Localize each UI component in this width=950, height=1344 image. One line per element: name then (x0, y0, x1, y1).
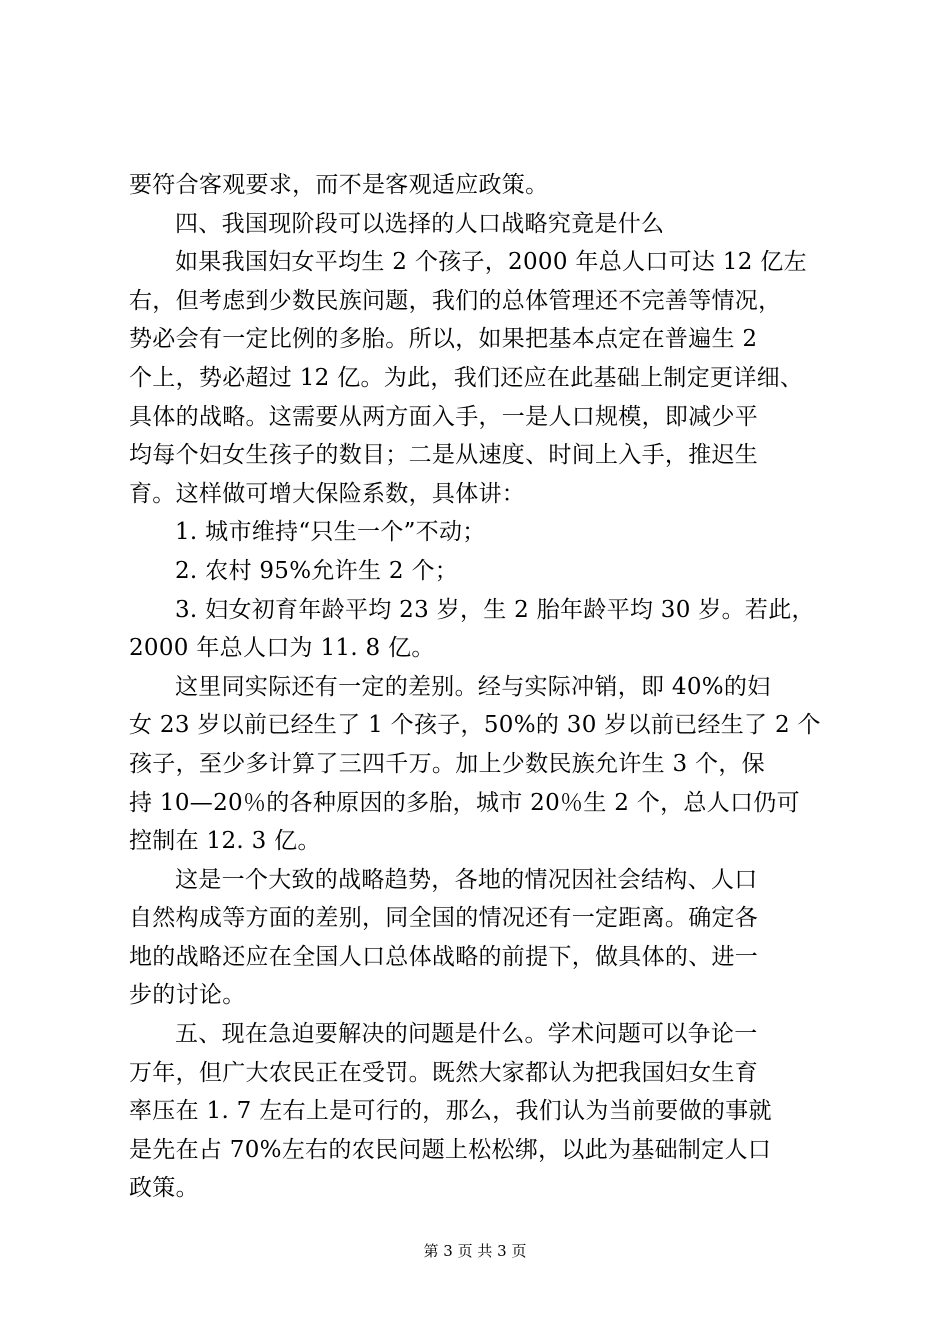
text-line: 万年，但广大农民正在受罚。既然大家都认为把我国妇女生育 (129, 1059, 759, 1086)
text-line: 这里同实际还有一定的差别。经与实际冲销，即 40%的妇 (175, 673, 771, 700)
text-line: 育。这样做可增大保险系数，具体讲： (129, 480, 526, 507)
text-line: 个上，势必超过 12 亿。为此，我们还应在此基础上制定更详细、 (129, 364, 804, 391)
section-heading-4: 四、我国现阶段可以选择的人口战略究竟是什么 (175, 210, 665, 237)
list-item-3: 3. 妇女初育年龄平均 23 岁，生 2 胎年龄平均 30 岁。若此， (175, 596, 815, 623)
list-item-1: 1. 城市维持“只生一个”不动； (175, 519, 486, 546)
page-footer: 第 3 页 共 3 页 (423, 1242, 527, 1260)
text-line: 右，但考虑到少数民族问题，我们的总体管理还不完善等情况， (129, 287, 782, 314)
text-line: 如果我国妇女平均生 2 个孩子，2000 年总人口可达 12 亿左 (175, 249, 807, 276)
list-item-2: 2. 农村 95%允许生 2 个； (175, 557, 459, 584)
text-line: 地的战略还应在全国人口总体战略的前提下，做具体的、进一 (129, 943, 759, 970)
text-line: 女 23 岁以前已经生了 1 个孩子，50%的 30 岁以前已经生了 2 个 (129, 712, 821, 739)
text-line: 控制在 12. 3 亿。 (129, 828, 321, 855)
text-line: 自然构成等方面的差别，同全国的情况还有一定距离。确定各 (129, 905, 759, 932)
text-line: 要符合客观要求，而不是客观适应政策。 (129, 172, 549, 198)
text-line: 均每个妇女生孩子的数目；二是从速度、时间上入手，推迟生 (129, 442, 759, 469)
section-heading-5: 五、现在急迫要解决的问题是什么。学术问题可以争论一 (175, 1021, 758, 1048)
document-body (129, 166, 834, 1208)
text-line: 是先在占 70%左右的农民问题上松松绑，以此为基础制定人口 (129, 1136, 772, 1163)
text-line: 政策。 (129, 1175, 199, 1202)
text-line: 具体的战略。这需要从两方面入手，一是人口规模，即减少平 (129, 403, 759, 430)
text-line: 势必会有一定比例的多胎。所以，如果把基本点定在普遍生 2 (129, 326, 758, 353)
text-line: 孩子，至少多计算了三四千万。加上少数民族允许生 3 个，保 (129, 750, 765, 777)
text-line: 步的讨论。 (129, 982, 246, 1009)
text-line: 这是一个大致的战略趋势，各地的情况因社会结构、人口 (175, 866, 758, 893)
text-line: 2000 年总人口为 11. 8 亿。 (129, 635, 435, 662)
text-line: 持 10—20％的各种原因的多胎，城市 20％生 2 个，总人口仍可 (129, 789, 800, 816)
text-line: 率压在 1. 7 左右上是可行的，那么，我们认为当前要做的事就 (129, 1098, 772, 1125)
